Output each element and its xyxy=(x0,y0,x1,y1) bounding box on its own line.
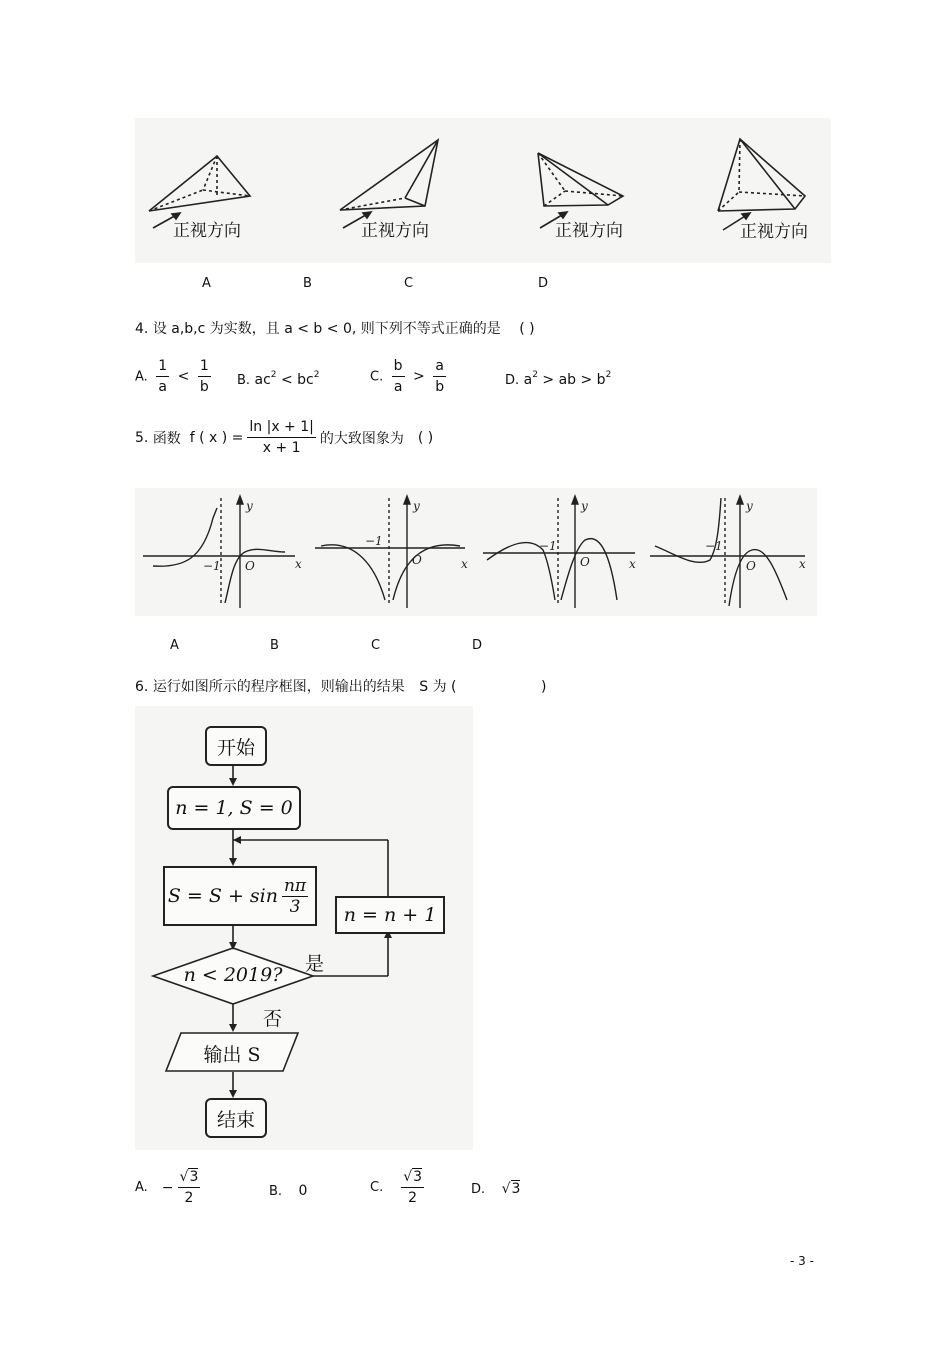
graph-d-origin: O xyxy=(746,559,756,573)
arrow-down-4 xyxy=(229,1024,237,1032)
q6-option-a[interactable]: A. − $\frac{√3}{2}$ xyxy=(135,1169,199,1206)
arrow-down-1 xyxy=(229,778,237,786)
graph-c-x-label: x xyxy=(629,557,636,571)
question-6-stem: 6. 运行如图所示的程序框图，则输出的结果 S 为 ( ) xyxy=(135,679,547,695)
graph-b-x-label: x xyxy=(461,557,468,571)
view-label-a: 正视方向 xyxy=(173,221,241,241)
question-5-stem: 5. 函数 f ( x ) = $\frac{\ln |x + 1|}{x + 1}$ 的大致图象为 ( ) xyxy=(135,419,434,456)
arrow-down-2 xyxy=(229,858,237,866)
view-label-b: 正视方向 xyxy=(361,221,429,241)
q5-option-d[interactable]: D xyxy=(472,638,483,653)
flow-increment: n = n + 1 xyxy=(335,896,445,934)
graph-d-y-label: y xyxy=(746,499,753,513)
page-number: - 3 - xyxy=(790,1254,814,1268)
graph-b-minus-one: −1 xyxy=(365,534,383,548)
q5-option-c[interactable]: C xyxy=(371,638,381,653)
flow-yes-label: 是 xyxy=(305,953,325,975)
graph-d-x-label: x xyxy=(799,557,806,571)
q3-figure-strip xyxy=(135,118,831,263)
graph-d xyxy=(650,496,805,608)
graph-c-origin: O xyxy=(580,555,590,569)
q3-option-d[interactable]: D xyxy=(538,276,549,291)
q3-option-b[interactable]: B xyxy=(303,276,312,291)
q5-graph-strip xyxy=(135,488,817,616)
flow-body: S = S + sin $\frac{n\pi}{3}$ xyxy=(163,866,317,926)
flow-output xyxy=(165,1032,299,1072)
q6-flowchart xyxy=(135,706,473,1150)
view-label-d: 正视方向 xyxy=(740,222,808,242)
graph-c-y-label: y xyxy=(581,499,588,513)
q4-option-b[interactable]: B. $ac^2 < bc^2$ xyxy=(237,370,320,388)
graph-a-x-label: x xyxy=(295,557,302,571)
graph-a-y-label: y xyxy=(246,499,253,513)
q5-option-b[interactable]: B xyxy=(270,638,279,653)
q3-option-a[interactable]: A xyxy=(202,276,211,291)
flow-no-label: 否 xyxy=(263,1008,283,1030)
flow-end: 结束 xyxy=(205,1098,267,1138)
q6-option-c[interactable]: C. $\frac{√3}{2}$ xyxy=(370,1169,423,1206)
arrow-left-loop xyxy=(233,836,241,844)
graph-a-origin: O xyxy=(245,559,255,573)
q3-option-c[interactable]: C xyxy=(404,276,414,291)
question-4-stem: 4. 设 a,b,c 为实数，且 a < b < 0, 则下列不等式正确的是 ( ) xyxy=(135,321,535,337)
q6-option-d[interactable]: D. √3 xyxy=(471,1181,521,1197)
q4-option-a[interactable]: A. $\frac{1}{a}$ < $\frac{1}{b}$ xyxy=(135,358,209,395)
graph-a xyxy=(143,496,295,608)
pyramid-b xyxy=(340,140,438,228)
flow-output-label: 输出 S xyxy=(203,1044,261,1066)
graph-c-minus-one: −1 xyxy=(539,539,557,553)
graph-b-y-label: y xyxy=(413,499,420,513)
graph-a-minus-one: −1 xyxy=(203,559,221,573)
function-graphs xyxy=(135,488,817,616)
graph-b-origin: O xyxy=(412,553,422,567)
pyramid-figures xyxy=(135,118,831,263)
q5-option-a[interactable]: A xyxy=(170,638,179,653)
q4-option-c[interactable]: C. $\frac{b}{a}$ > $\frac{a}{b}$ xyxy=(370,358,445,395)
q6-option-b[interactable]: B. 0 xyxy=(269,1183,308,1199)
arrow-down-5 xyxy=(229,1090,237,1098)
view-label-c: 正视方向 xyxy=(555,221,623,241)
graph-d-minus-one: −1 xyxy=(705,539,723,553)
flow-start: 开始 xyxy=(205,726,267,766)
flow-init: n = 1, S = 0 xyxy=(167,786,301,830)
graph-b xyxy=(315,496,465,608)
graph-c xyxy=(483,496,635,608)
q4-option-d[interactable]: D. $a^2$ > ab > $b^2$ xyxy=(505,370,612,388)
flow-condition: n < 2019? xyxy=(183,964,283,986)
